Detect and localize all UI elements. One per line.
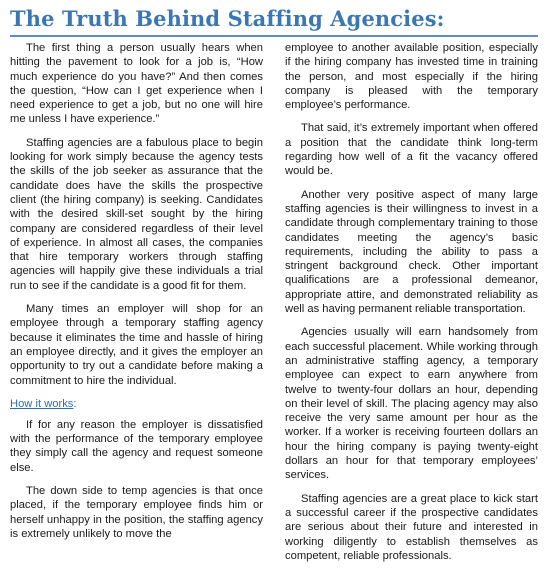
subheading-colon: : [73,397,77,410]
paragraph: The down side to temp agencies is that once placed, if the temporary employee finds him or herself unhappy in the position, the staffing agency is extremely unlikely to move the [10,485,263,540]
title-rule [10,35,538,37]
article-body [10,41,538,572]
paragraph: That said, it’s extremely important when offered a position that the candidate think long-term regarding how well of a fit the vacancy offered would be. [285,122,538,178]
subheading [10,397,263,411]
left-column [10,41,263,572]
paragraph: Agencies usually will earn handsomely from each successful placement. While working through an administrative staffing agency, a temporary employee can expect to earn anywhere from twelve to twenty-four dollars an hour, depending on their level of skill. The placing agency may also receive the very same amount per hour as the worker. If a worker is receiving fourteen dollars an hour the hiring company is paying twenty-eight dollars an hour for that temporary employees’ services. [285,326,538,482]
paragraph: If for any reason the employer is dissatisfied with the performance of the temporary employee they simply call the agency and request someone else. [10,418,263,474]
paragraph: Many times an employer will shop for an employee through a temporary staffing agency because it eliminates the time and hassle of hiring an employee directly, and it gives the employer an opportunity to try out a candidate before making a commitment to hire the individual. [10,303,263,387]
subheading-link[interactable]: How it works [10,397,74,410]
right-column [285,41,538,572]
paragraph: The first thing a person usually hears when hitting the pavement to look for a job is, “How much experience do you have?” And then comes the question, “How can I get experience when I need experience to get a job, but no one will hire me unless I have experience.” [10,42,263,126]
paragraph: Staffing agencies are a fabulous place to begin looking for work simply because the agency tests the skills of the job seeker as assurance that the candidate does have the skills the prospective client (the hiring company) is seeking. Candidates with the desired skill-set sought by the hiring company are considered regardless of their level of experience. In almost all cases, the companies that hire temporary workers through staffing agencies will happily give these individuals a trial run to see if the candidate is a good fit for them. [10,136,263,292]
page-title: The Truth Behind Staffing Agencies: [10,6,445,31]
paragraph: Staffing agencies are a great place to kick start a successful career if the prospective candidates are serious about their future and interested in working diligently to establish themselves as competent, reliable professionals. [285,492,538,562]
paragraph: employee to another available position, especially if the hiring company has invested time in training the person, and most especially if the hiring company is pleased with the temporary employee’s performance. [285,42,538,112]
paragraph: Another very positive aspect of many large staffing agencies is their willingness to invest in a candidate through complementary training to those candidates meeting the agency’s basic requirements, including the ability to pass a stringent background check. Other important qualifications are a professional demeanor, appropriate attire, and demonstrated reliability as well as having permanent reliable transportation. [285,188,538,316]
